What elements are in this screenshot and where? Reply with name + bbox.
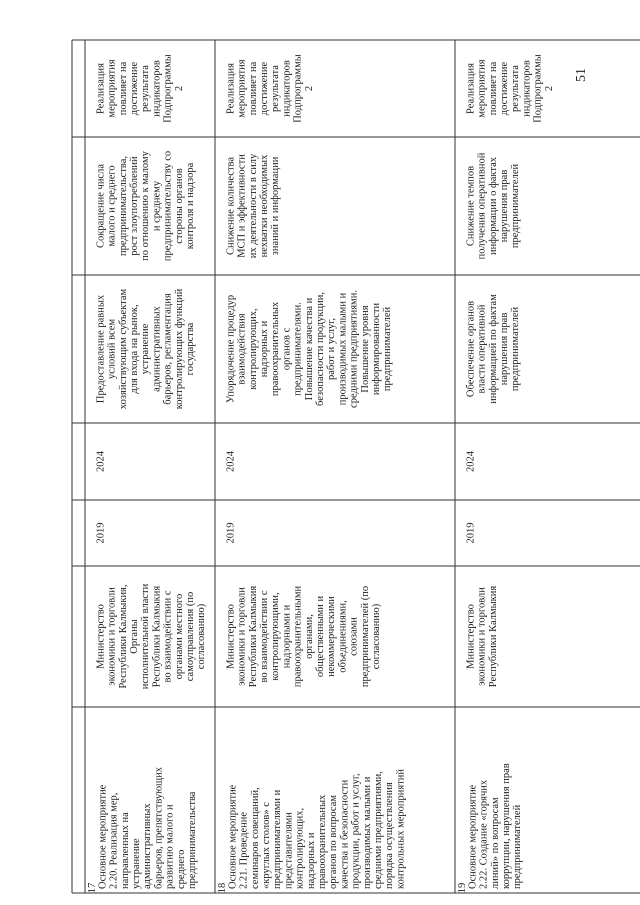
cell-line: Министерство: [465, 604, 477, 669]
cell-line: мероприятия: [476, 59, 488, 118]
cell-line: мероприятия: [236, 59, 248, 118]
cell-line: результата: [140, 65, 152, 112]
cell-line: мероприятия: [106, 59, 118, 118]
cell-line: предпринимательству со: [162, 150, 174, 262]
cell-line: экономики и торговли: [236, 587, 248, 686]
cell-line: Республики Калмыкия: [487, 585, 499, 688]
cell-line: контрольных мероприятий: [395, 768, 407, 889]
cell-start: [465, 523, 476, 544]
cell-line: Министерство: [225, 604, 237, 669]
cell-line: повлияет на: [117, 61, 129, 116]
cell-line: достижение: [129, 61, 140, 116]
cell-line: Повышение качества и: [303, 297, 315, 401]
cell-line: безопасности продукции,: [315, 292, 326, 406]
cell-line: союзами: [348, 617, 360, 656]
cell-line: предпринимательства,: [117, 155, 129, 257]
cell-line: Основное мероприятие: [97, 784, 109, 889]
cell-line: некоммерческими: [326, 596, 338, 677]
cell-relation: [95, 54, 184, 123]
cell-line: предпринимательства: [187, 791, 198, 889]
cell-line: 2019: [225, 522, 237, 544]
cell-line: государства: [185, 322, 196, 376]
cell-line: 2.21. Проведение: [238, 811, 250, 889]
cell-line: получения оперативной: [476, 152, 488, 260]
cell-line: производимых малыми и: [337, 292, 349, 406]
cell-line: предпринимателями и: [272, 789, 284, 889]
cell-line: порядка осуществления: [384, 782, 396, 889]
cell-line: качества и безопасности: [339, 779, 351, 889]
cell-line: средними предприятиями.: [348, 290, 360, 408]
cell-line: по отношению к малому: [140, 151, 152, 261]
cell-line: 2: [303, 85, 315, 92]
row-number: 17: [87, 882, 98, 894]
cell-line: предпринимателей: [510, 306, 522, 392]
cell-line: Республики Калмыкия: [151, 585, 163, 688]
cell-line: информации о фактах: [487, 156, 499, 256]
cell-line: коррупции, нарушения прав: [501, 763, 512, 889]
cell-line: Министерство: [95, 604, 107, 669]
cell-line: информацией по фактам: [487, 294, 499, 404]
cell-line: Предоставление равных: [95, 294, 107, 404]
cell-line: контроля и надзора: [185, 162, 196, 250]
cell-line: условий всем: [106, 318, 118, 380]
cell-line: правоохранительными: [292, 585, 304, 688]
cell-start: [225, 523, 236, 544]
cell-line: работ и услуг,: [326, 318, 338, 380]
cell-line: общественными и: [315, 595, 326, 678]
cell-line: Основное мероприятие: [467, 784, 479, 889]
cell-line: органов с: [281, 327, 293, 371]
cell-line: экономики и торговли: [476, 587, 488, 686]
cell-end: [95, 450, 106, 472]
cell-line: административных: [142, 803, 154, 889]
cell-line: малого и среднего: [106, 165, 118, 247]
cell-line: развитию малого и: [164, 804, 176, 889]
cell-line: органами,: [303, 614, 315, 659]
cell-line: Подпрограммы: [532, 54, 544, 123]
cell-line: контролирующих функций: [173, 288, 185, 410]
cell-result: [225, 290, 393, 408]
cell-line: направленных на: [119, 812, 131, 889]
cell-executor: [465, 586, 498, 688]
cell-line: объединениями,: [337, 600, 349, 673]
cell-line: контролирующих,: [247, 308, 259, 390]
cell-line: барьеров, препятствующих: [153, 766, 165, 889]
cell-line: Обеспечение органов: [465, 300, 477, 398]
cell-line: власти оперативной: [476, 304, 488, 394]
cell-end: [465, 450, 476, 472]
cell-line: согласованию): [371, 603, 382, 670]
cell-line: 2019: [95, 522, 107, 544]
cell-line: надзорных и: [305, 832, 317, 889]
cell-line: 2024: [225, 451, 237, 472]
cell-line: Подпрограммы: [162, 54, 174, 123]
cell-relation: [225, 54, 314, 123]
cell-line: Республики Калмыкия: [247, 585, 259, 688]
cell-line: Реализация: [225, 63, 237, 114]
cell-line: знаний и информации: [270, 156, 282, 256]
cell-line: линий» по вопросам: [489, 797, 501, 889]
cell-line: «круглых столов» с: [261, 802, 272, 889]
cell-line: Подпрограммы: [292, 54, 304, 123]
cell-result: [465, 294, 521, 404]
cell-line: надзорных и: [259, 320, 270, 378]
cell-line: Снижение количества: [225, 156, 237, 256]
cell-line: среднего: [175, 849, 187, 889]
cell-line: контролирующими,: [270, 592, 282, 681]
cell-line: предпринимателей: [382, 306, 394, 392]
cell-line: 2: [173, 85, 185, 92]
cell-line: 2.22. Создание «горячих: [478, 779, 490, 889]
row-number: 19: [457, 882, 468, 894]
cell-executor: [225, 585, 382, 687]
cell-line: Республики Калмыкия,: [117, 584, 129, 689]
cell-line: Повышение уровня: [359, 305, 371, 393]
cell-line: Реализация: [95, 63, 107, 114]
cell-line: органами местного: [173, 593, 185, 680]
cell-line: представителями: [283, 812, 295, 889]
cell-line: предпринимателей: [512, 804, 524, 889]
cell-result: [95, 288, 196, 409]
cell-line: правоохранительных: [317, 794, 328, 889]
cell-line: индикаторов: [521, 60, 533, 117]
cell-line: экономики и торговли: [106, 587, 118, 686]
cell-line: взаимодействия: [236, 313, 248, 385]
cell-line: предпринимателей (по: [359, 585, 371, 688]
cell-line: административных: [151, 306, 163, 392]
cell-line: надзорными и: [281, 604, 293, 669]
cell-line: 2: [543, 85, 555, 92]
cell-line: семинаров совещаний,: [249, 787, 261, 889]
cell-line: повлияет на: [487, 61, 499, 116]
cell-line: их деятельности в силу: [247, 153, 259, 259]
cell-consequences: [95, 150, 196, 261]
cell-line: 2024: [465, 451, 477, 472]
cell-line: самоуправления (по: [185, 591, 196, 682]
cell-line: Основное мероприятие: [227, 784, 239, 889]
page-number: 51: [574, 68, 589, 82]
cell-line: Упорядочение процедур: [225, 294, 237, 404]
cell-line: согласованию): [196, 603, 208, 670]
cell-line: для входа на рынок,: [129, 304, 140, 394]
cell-line: достижение: [499, 61, 510, 116]
cell-relation: [465, 54, 554, 123]
cell-line: индикаторов: [281, 60, 293, 117]
cell-line: нехватки необходимых: [259, 154, 270, 258]
cell-line: Реализация: [465, 63, 477, 114]
cell-event: [467, 763, 523, 889]
cell-line: Сокращение числа: [95, 164, 107, 248]
cell-line: повлияет на: [247, 61, 259, 116]
table-body: [87, 54, 555, 893]
cell-line: 2.20. Реализация мер,: [108, 792, 120, 889]
cell-line: продукции, работ и услуг,: [350, 773, 362, 889]
cell-line: устранение: [140, 323, 152, 375]
cell-line: информированности: [371, 302, 382, 396]
cell-line: нарушения прав: [499, 169, 510, 243]
cell-line: устранение: [131, 838, 142, 889]
cell-line: Снижение темпов: [465, 165, 477, 247]
cell-line: предпринимателями.: [292, 302, 304, 396]
cell-line: 2019: [465, 522, 477, 544]
cell-line: 2024: [95, 451, 107, 472]
cell-line: рост злоупотреблений: [129, 156, 140, 256]
cell-line: барьеров, регламентация: [162, 293, 174, 405]
cell-event: [227, 769, 406, 889]
cell-consequences: [225, 153, 281, 258]
cell-end: [225, 450, 236, 472]
cell-line: результата: [510, 65, 522, 112]
cell-line: Органы: [129, 619, 140, 654]
cell-line: контролирующих,: [294, 807, 306, 889]
cell-line: средними предприятиями,: [373, 771, 384, 889]
table-grid: [72, 40, 640, 893]
cell-line: во взаимодействии с: [162, 590, 174, 683]
cell-line: исполнительной власти: [140, 583, 152, 690]
cell-line: результата: [270, 65, 282, 112]
cell-start: [95, 523, 106, 544]
cell-line: индикаторов: [151, 60, 163, 117]
cell-line: производимых малыми и: [361, 776, 373, 889]
cell-line: органов по вопросам: [328, 794, 340, 889]
cell-line: нарушения прав: [499, 312, 510, 386]
cell-consequences: [465, 152, 521, 259]
cell-executor: [95, 583, 207, 689]
row-number: 18: [217, 882, 228, 894]
cell-line: достижение: [259, 61, 270, 116]
cell-event: [97, 766, 198, 889]
cell-line: хозяйствующим субъектам: [117, 288, 129, 410]
cell-line: предпринимателей: [510, 163, 522, 249]
cell-line: во взаимодействии с: [259, 590, 270, 683]
cell-line: и среднему: [151, 180, 163, 232]
cell-line: стороны органов: [173, 168, 185, 244]
cell-line: правоохранительных: [270, 301, 282, 397]
cell-line: МСП и эффективности: [236, 154, 248, 258]
